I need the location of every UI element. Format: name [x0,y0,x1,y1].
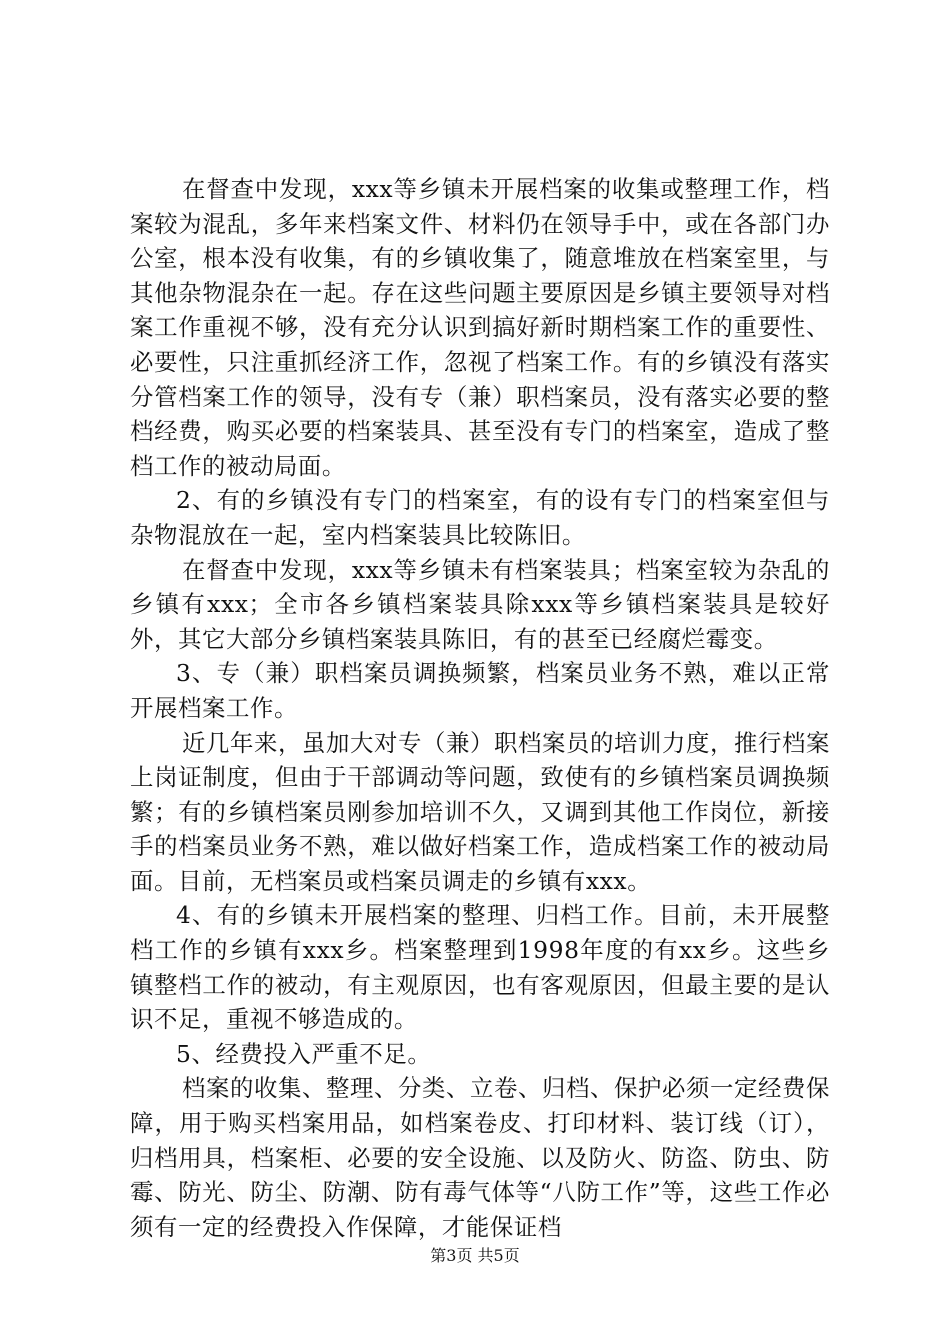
paragraph-heading-3: 3、专（兼）职档案员调换频繁，档案员业务不熟，难以正常开展档案工作。 [130,659,830,722]
paragraph-staff: 近几年来，虽加大对专（兼）职档案员的培训力度，推行档案上岗证制度，但由于干部调动等问题，致使有的乡镇档案员调换频繁；有的乡镇档案员刚参加培训不久，又调到其他工作岗位，新接手的档案员业务不熟，难以做好档案工作，造成档案工作的被动局面。目前，无档案员或档案员调走的乡镇有xxx。 [130,728,830,895]
paragraph-funding: 档案的收集、整理、分类、立卷、归档、保护必须一定经费保障，用于购买档案用品，如档案卷皮、打印材料、装订线（订），归档用具，档案柜、必要的安全设施、以及防火、防盗、防虫、防霉、防光、防尘、防潮、防有毒气体等“八防工作”等，这些工作必须有一定的经费投入作保障，才能保证档 [130,1074,830,1241]
document-body [130,172,830,1244]
page-number-footer: 第3页 共5页 [430,1246,520,1265]
paragraph-heading-5: 5、经费投入严重不足。 [176,1039,432,1068]
paragraph-heading-4: 4、有的乡镇未开展档案的整理、归档工作。目前，未开展整档工作的乡镇有xxx乡。档案整理到1998年度的有xx乡。这些乡镇整档工作的被动，有主观原因，也有客观原因，但最主要的是认识不足，重视不够造成的。 [130,901,830,1034]
paragraph-equipment: 在督查中发现，xxx等乡镇未有档案装具；档案室较为杂乱的乡镇有xxx；全市各乡镇档案装具除xxx等乡镇档案装具是较好外，其它大部分乡镇档案装具陈旧，有的甚至已经腐烂霉变。 [130,555,830,653]
paragraph-heading-2: 2、有的乡镇没有专门的档案室，有的设有专门的档案室但与杂物混放在一起，室内档案装具比较陈旧。 [130,486,830,549]
paragraph-findings: 在督查中发现，xxx等乡镇未开展档案的收集或整理工作，档案较为混乱，多年来档案文件、材料仍在领导手中，或在各部门办公室，根本没有收集，有的乡镇收集了，随意堆放在档案室里，与其他杂物混杂在一起。存在这些问题主要原因是乡镇主要领导对档案工作重视不够，没有充分认识到搞好新时期档案工作的重要性、必要性，只注重抓经济工作，忽视了档案工作。有的乡镇没有落实分管档案工作的领导，没有专（兼）职档案员，没有落实必要的整档经费，购买必要的档案装具、甚至没有专门的档案室，造成了整档工作的被动局面。 [130,175,830,480]
